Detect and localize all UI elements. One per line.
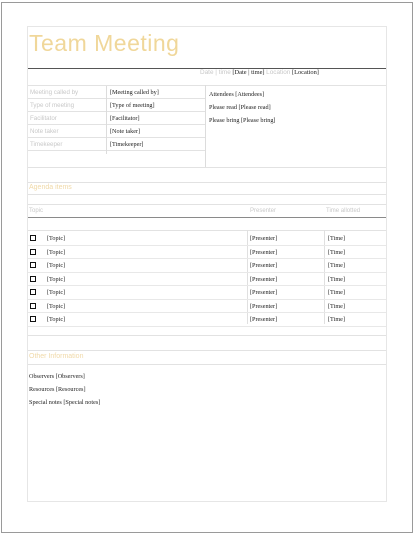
info-right-divider: [205, 85, 206, 167]
please-bring-text[interactable]: Please bring [Please bring]: [209, 117, 276, 124]
agenda-presenter[interactable]: [Presenter]: [250, 275, 278, 283]
info-label: Meeting called by: [30, 89, 79, 96]
section-divider: [28, 204, 386, 205]
table-row: [28, 300, 386, 314]
agenda-presenter[interactable]: [Presenter]: [250, 302, 278, 310]
agenda-time[interactable]: [Time]: [328, 235, 345, 242]
table-row: [28, 273, 386, 287]
page-title: Team Meeting: [29, 30, 180, 56]
info-row: [28, 125, 206, 138]
info-label: Type of meeting: [30, 102, 75, 109]
agenda-time[interactable]: [Time]: [328, 262, 345, 269]
agenda-topic[interactable]: [Topic]: [47, 262, 66, 269]
info-row: [28, 86, 206, 99]
location-value[interactable]: [Location]: [291, 69, 319, 76]
info-value[interactable]: [Facilitator]: [110, 115, 140, 122]
agenda-presenter[interactable]: [Presenter]: [250, 289, 278, 296]
table-row: [28, 232, 386, 246]
table-row: [28, 259, 386, 273]
info-row: [28, 112, 206, 125]
time-column-header: Time allotted: [326, 208, 361, 214]
special-notes-text[interactable]: Special notes [Special notes]: [29, 399, 101, 406]
agenda-topic[interactable]: [Topic]: [47, 235, 66, 242]
table-row: [28, 246, 386, 260]
agenda-topic[interactable]: [Topic]: [47, 316, 66, 323]
agenda-time[interactable]: [Time]: [328, 289, 345, 296]
agenda-table: [28, 232, 386, 327]
info-label: Facilitator: [30, 115, 57, 122]
section-divider: [28, 182, 386, 183]
agenda-topic[interactable]: [Topic]: [47, 275, 66, 283]
other-info-block: [29, 373, 100, 412]
section-divider: [28, 194, 386, 195]
section-divider: [28, 335, 386, 336]
table-row: [28, 286, 386, 300]
agenda-checkbox[interactable]: [30, 303, 36, 309]
agenda-time[interactable]: [Time]: [328, 302, 345, 310]
location-label: Location: [266, 69, 291, 76]
agenda-checkbox[interactable]: [30, 316, 36, 322]
info-label: Note taker: [30, 128, 59, 135]
info-row: [28, 99, 206, 112]
agenda-topic[interactable]: [Topic]: [47, 302, 66, 310]
info-value[interactable]: [Note taker]: [110, 128, 141, 135]
info-row: [28, 138, 206, 151]
resources-text[interactable]: Resources [Resources]: [29, 386, 86, 393]
agenda-topic[interactable]: [Topic]: [47, 248, 66, 256]
agenda-time[interactable]: [Time]: [328, 275, 345, 283]
agenda-spacer-rule: [28, 230, 386, 231]
agenda-checkbox[interactable]: [30, 249, 36, 255]
info-value[interactable]: [Type of meeting]: [110, 102, 155, 109]
agenda-presenter[interactable]: [Presenter]: [250, 316, 278, 323]
presenter-column-header: Presenter: [250, 208, 277, 214]
agenda-presenter[interactable]: [Presenter]: [250, 248, 278, 256]
section-divider: [28, 350, 386, 351]
date-value[interactable]: [Date | time]: [232, 69, 265, 76]
table-row: [28, 313, 386, 327]
agenda-presenter[interactable]: [Presenter]: [250, 262, 278, 269]
topic-column-header: Topic: [29, 208, 44, 214]
other-info-section-title: Other Information: [29, 353, 84, 360]
attendees-block: [209, 91, 276, 130]
date-label: Date | time: [200, 69, 231, 76]
observers-text[interactable]: Observers [Observers]: [29, 373, 85, 380]
please-read-text[interactable]: Please read [Please read]: [209, 104, 271, 111]
agenda-time[interactable]: [Time]: [328, 248, 345, 256]
agenda-topic[interactable]: [Topic]: [47, 289, 66, 296]
info-value[interactable]: [Timekeeper]: [110, 141, 144, 148]
agenda-time[interactable]: [Time]: [328, 316, 345, 323]
section-divider: [28, 364, 386, 365]
agenda-section-title: Agenda items: [29, 184, 72, 191]
info-value[interactable]: [Meeting called by]: [110, 89, 159, 96]
agenda-presenter[interactable]: [Presenter]: [250, 235, 278, 242]
meeting-info-table: [28, 86, 206, 151]
date-location-row: [200, 69, 388, 81]
info-column-divider: [106, 86, 107, 154]
section-divider: [28, 167, 386, 168]
info-label: Timekeeper: [30, 141, 63, 148]
agenda-checkbox[interactable]: [30, 262, 36, 268]
agenda-checkbox[interactable]: [30, 235, 36, 241]
agenda-header-rule: [28, 217, 386, 218]
agenda-checkbox[interactable]: [30, 289, 36, 295]
attendees-text[interactable]: Attendees [Attendees]: [209, 91, 265, 98]
agenda-checkbox[interactable]: [30, 276, 36, 282]
